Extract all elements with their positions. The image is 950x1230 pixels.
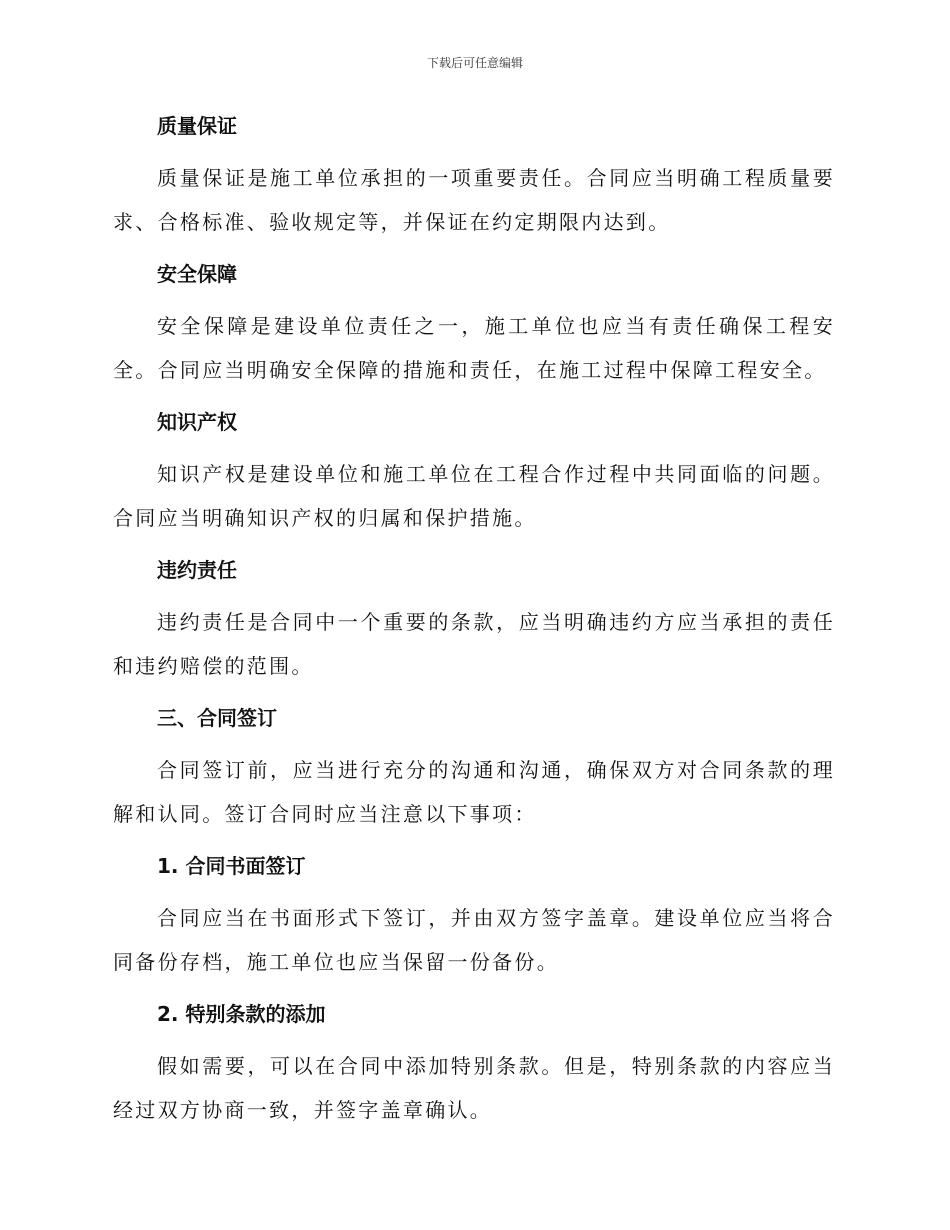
section-heading-quality: 质量保证 — [157, 114, 237, 138]
section-body-written-signing: 合同应当在书面形式下签订，并由双方签字盖章。建设单位应当将合同备份存档，施工单位也应当保留一份备份。 — [113, 906, 835, 974]
page-header: 下载后可任意编辑 — [426, 56, 523, 70]
section-heading-written-signing: 1. 合同书面签订 — [157, 854, 306, 878]
section-body-signing: 合同签订前，应当进行充分的沟通和沟通，确保双方对合同条款的理解和认同。签订合同时应当注意以下事项： — [113, 758, 835, 826]
section-body-special-clauses: 假如需要，可以在合同中添加特别条款。但是，特别条款的内容应当经过双方协商一致，并签字盖章确认。 — [113, 1054, 835, 1122]
section-body-ip: 知识产权是建设单位和施工单位在工程合作过程中共同面临的问题。合同应当明确知识产权的归属和保护措施。 — [113, 462, 835, 530]
section-heading-ip: 知识产权 — [157, 410, 237, 434]
section-heading-liability: 违约责任 — [157, 558, 237, 582]
section-heading-special-clauses: 2. 特别条款的添加 — [157, 1002, 326, 1026]
section-heading-safety: 安全保障 — [157, 262, 237, 286]
section-heading-signing: 三、合同签订 — [157, 706, 277, 730]
section-body-safety: 安全保障是建设单位责任之一，施工单位也应当有责任确保工程安全。合同应当明确安全保障的措施和责任，在施工过程中保障工程安全。 — [113, 314, 835, 382]
section-body-liability: 违约责任是合同中一个重要的条款，应当明确违约方应当承担的责任和违约赔偿的范围。 — [113, 610, 835, 678]
section-body-quality: 质量保证是施工单位承担的一项重要责任。合同应当明确工程质量要求、合格标准、验收规定等，并保证在约定期限内达到。 — [113, 166, 835, 234]
document-body — [113, 108, 835, 1144]
